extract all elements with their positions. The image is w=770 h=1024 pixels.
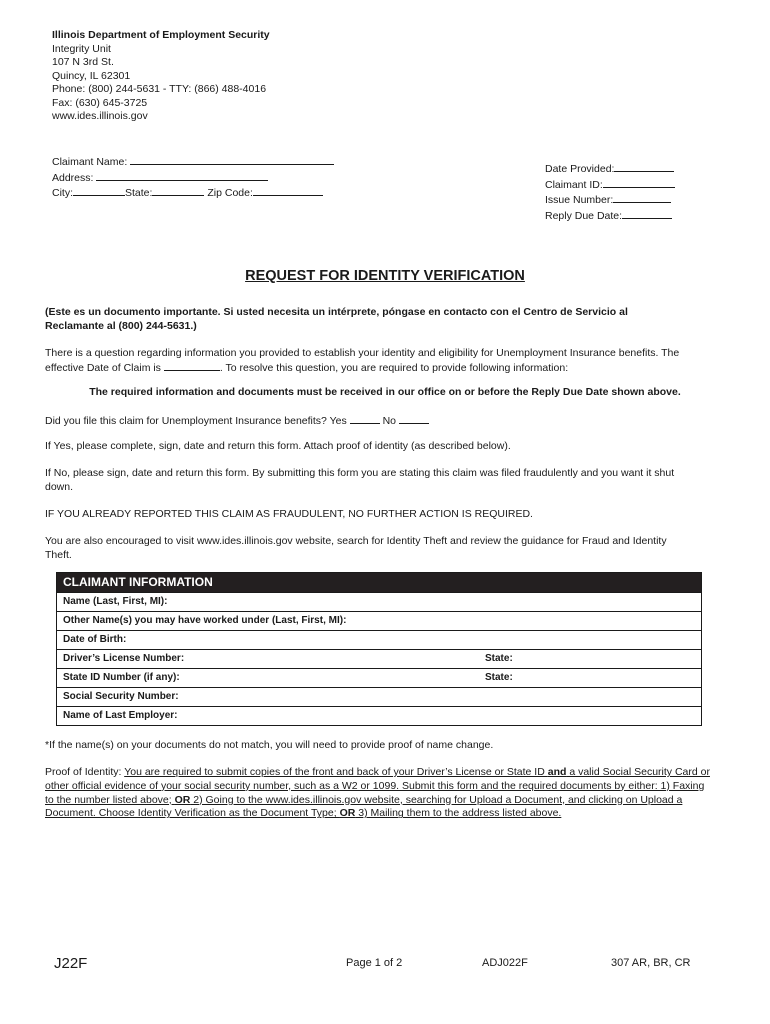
table-row-state-id[interactable] xyxy=(57,668,701,687)
claimant-name-line xyxy=(52,154,334,170)
row-label: Social Security Number: xyxy=(63,691,179,702)
claimant-id-label: Claimant ID: xyxy=(545,178,603,191)
proof-text-2: a valid Social Security Card or other official evidence of your social security number, such as a W2 or 1099. Submit this form and the required documents by either: 1) Faxing to the number listed above; xyxy=(45,766,710,806)
claimant-city-line xyxy=(52,185,334,201)
identity-theft-guidance: You are also encouraged to visit www.ides.illinois.gov website, search for Identity Theft and review the guidance for Fraud and Identity Theft. xyxy=(45,535,667,561)
row-label: Driver’s License Number: xyxy=(63,653,185,664)
agency-address-block xyxy=(52,29,270,124)
row-label: State ID Number (if any): xyxy=(63,672,180,683)
issue-codes: 307 AR, BR, CR xyxy=(611,957,691,969)
issue-number-label: Issue Number: xyxy=(545,194,614,206)
table-row-name[interactable] xyxy=(57,592,701,611)
proof-and: and xyxy=(547,766,567,778)
proof-or-1: OR xyxy=(174,793,191,806)
claim-date-blank[interactable] xyxy=(164,360,220,371)
agency-fax: Fax: (630) 645-3725 xyxy=(52,96,148,109)
claimant-zip-label: Zip Code: xyxy=(207,187,253,199)
agency-unit: Integrity Unit xyxy=(52,42,111,55)
already-reported-notice: IF YOU ALREADY REPORTED THIS CLAIM AS FRAUDULENT, NO FURTHER ACTION IS REQUIRED. xyxy=(45,508,533,520)
agency-phone: Phone: (800) 244-5631 - TTY: (866) 488-4016 xyxy=(52,83,267,95)
claimant-information-header: CLAIMANT INFORMATION xyxy=(57,573,701,592)
proof-or-2: OR xyxy=(339,807,356,820)
agency-website: www.ides.illinois.gov xyxy=(52,110,148,122)
claim-meta-block xyxy=(545,161,675,223)
claimant-address-block xyxy=(52,154,334,201)
claimant-name-label: Claimant Name: xyxy=(52,156,128,168)
proof-label: Proof of Identity: xyxy=(45,766,125,778)
date-provided-label: Date Provided: xyxy=(545,163,615,175)
proof-of-identity-paragraph xyxy=(45,766,713,821)
page-number: Page 1 of 2 xyxy=(346,957,403,969)
row-label: Name (Last, First, MI): xyxy=(63,596,168,607)
table-row-drivers-license[interactable] xyxy=(57,649,701,668)
claimant-id-field[interactable] xyxy=(603,177,675,188)
no-answer-blank[interactable] xyxy=(399,413,429,424)
name-change-note: *If the name(s) on your documents do not match, you will need to provide proof of name change. xyxy=(45,739,494,751)
intro-text-start: There is a question regarding information you provided to establish your identity and eligibility for Unemployment Insurance benefits. The effective Date of Claim is xyxy=(45,347,680,374)
claimant-id-line xyxy=(545,177,675,193)
question-text: Did you file this claim for Unemployment Insurance benefits? Yes xyxy=(45,415,350,427)
dl-state-label: State: xyxy=(485,653,513,664)
claimant-address-label: Address: xyxy=(52,171,94,184)
claimant-city-field[interactable] xyxy=(73,185,125,196)
table-row-date-of-birth[interactable] xyxy=(57,630,701,649)
page-title: REQUEST FOR IDENTITY VERIFICATION xyxy=(245,268,525,284)
date-provided-field[interactable] xyxy=(614,161,674,172)
claimant-address-field[interactable] xyxy=(96,170,268,181)
date-provided-line xyxy=(545,161,675,177)
row-label: Name of Last Employer: xyxy=(63,710,178,721)
row-label: Date of Birth: xyxy=(63,634,127,645)
filed-claim-question xyxy=(45,413,695,428)
table-row-other-names[interactable] xyxy=(57,611,701,630)
agency-city: Quincy, IL 62301 xyxy=(52,69,131,82)
deadline-notice: The required information and documents must be received in our office on or before the Reply Due Date shown above. xyxy=(89,386,681,398)
proof-text-1: You are required to submit copies of the front and back of your Driver’s License or State ID xyxy=(124,766,548,778)
id-state-label: State: xyxy=(485,672,513,683)
proof-text-3: 2) Going to the www.ides.illinois.gov website, searching for Upload a Document, and clicking on Upload a Document. Choose Identity Verification as the Document Type; xyxy=(45,793,683,820)
agency-name: Illinois Department of Employment Security xyxy=(52,29,270,41)
claimant-city-label: City: xyxy=(52,187,73,199)
no-label: No xyxy=(379,415,399,427)
intro-paragraph xyxy=(45,346,695,375)
intro-text-end: . To resolve this question, you are required to provide following information: xyxy=(219,362,569,374)
if-no-instructions: If No, please sign, date and return this form. By submitting this form you are stating this claim was filed fraudulently and you want it shut down. xyxy=(45,467,675,493)
claimant-name-field[interactable] xyxy=(130,154,334,165)
table-row-last-employer[interactable] xyxy=(57,706,701,725)
claimant-zip-field[interactable] xyxy=(253,185,323,196)
claimant-state-label: State: xyxy=(125,187,153,199)
reply-due-field[interactable] xyxy=(622,208,672,219)
proof-text-4: 3) Mailing them to the address listed above. xyxy=(355,807,562,820)
form-code: J22F xyxy=(54,955,88,972)
document-id: ADJ022F xyxy=(482,957,528,969)
agency-street: 107 N 3rd St. xyxy=(52,56,114,68)
spanish-notice: (Este es un documento importante. Si usted necesita un intérprete, póngase en contacto con el Centro de Servicio al Reclamante al (800) 244-5631.) xyxy=(45,306,628,332)
reply-due-label: Reply Due Date: xyxy=(545,209,623,222)
claimant-state-field[interactable] xyxy=(152,185,204,196)
yes-answer-blank[interactable] xyxy=(350,413,380,424)
table-row-ssn[interactable] xyxy=(57,687,701,706)
if-yes-instructions: If Yes, please complete, sign, date and return this form. Attach proof of identity (as described below). xyxy=(45,440,511,452)
row-label: Other Name(s) you may have worked under (Last, First, MI): xyxy=(63,615,347,626)
claimant-information-table xyxy=(56,572,702,726)
issue-number-field[interactable] xyxy=(613,192,671,203)
claimant-address-line xyxy=(52,170,334,186)
reply-due-line xyxy=(545,208,675,224)
issue-number-line xyxy=(545,192,675,208)
